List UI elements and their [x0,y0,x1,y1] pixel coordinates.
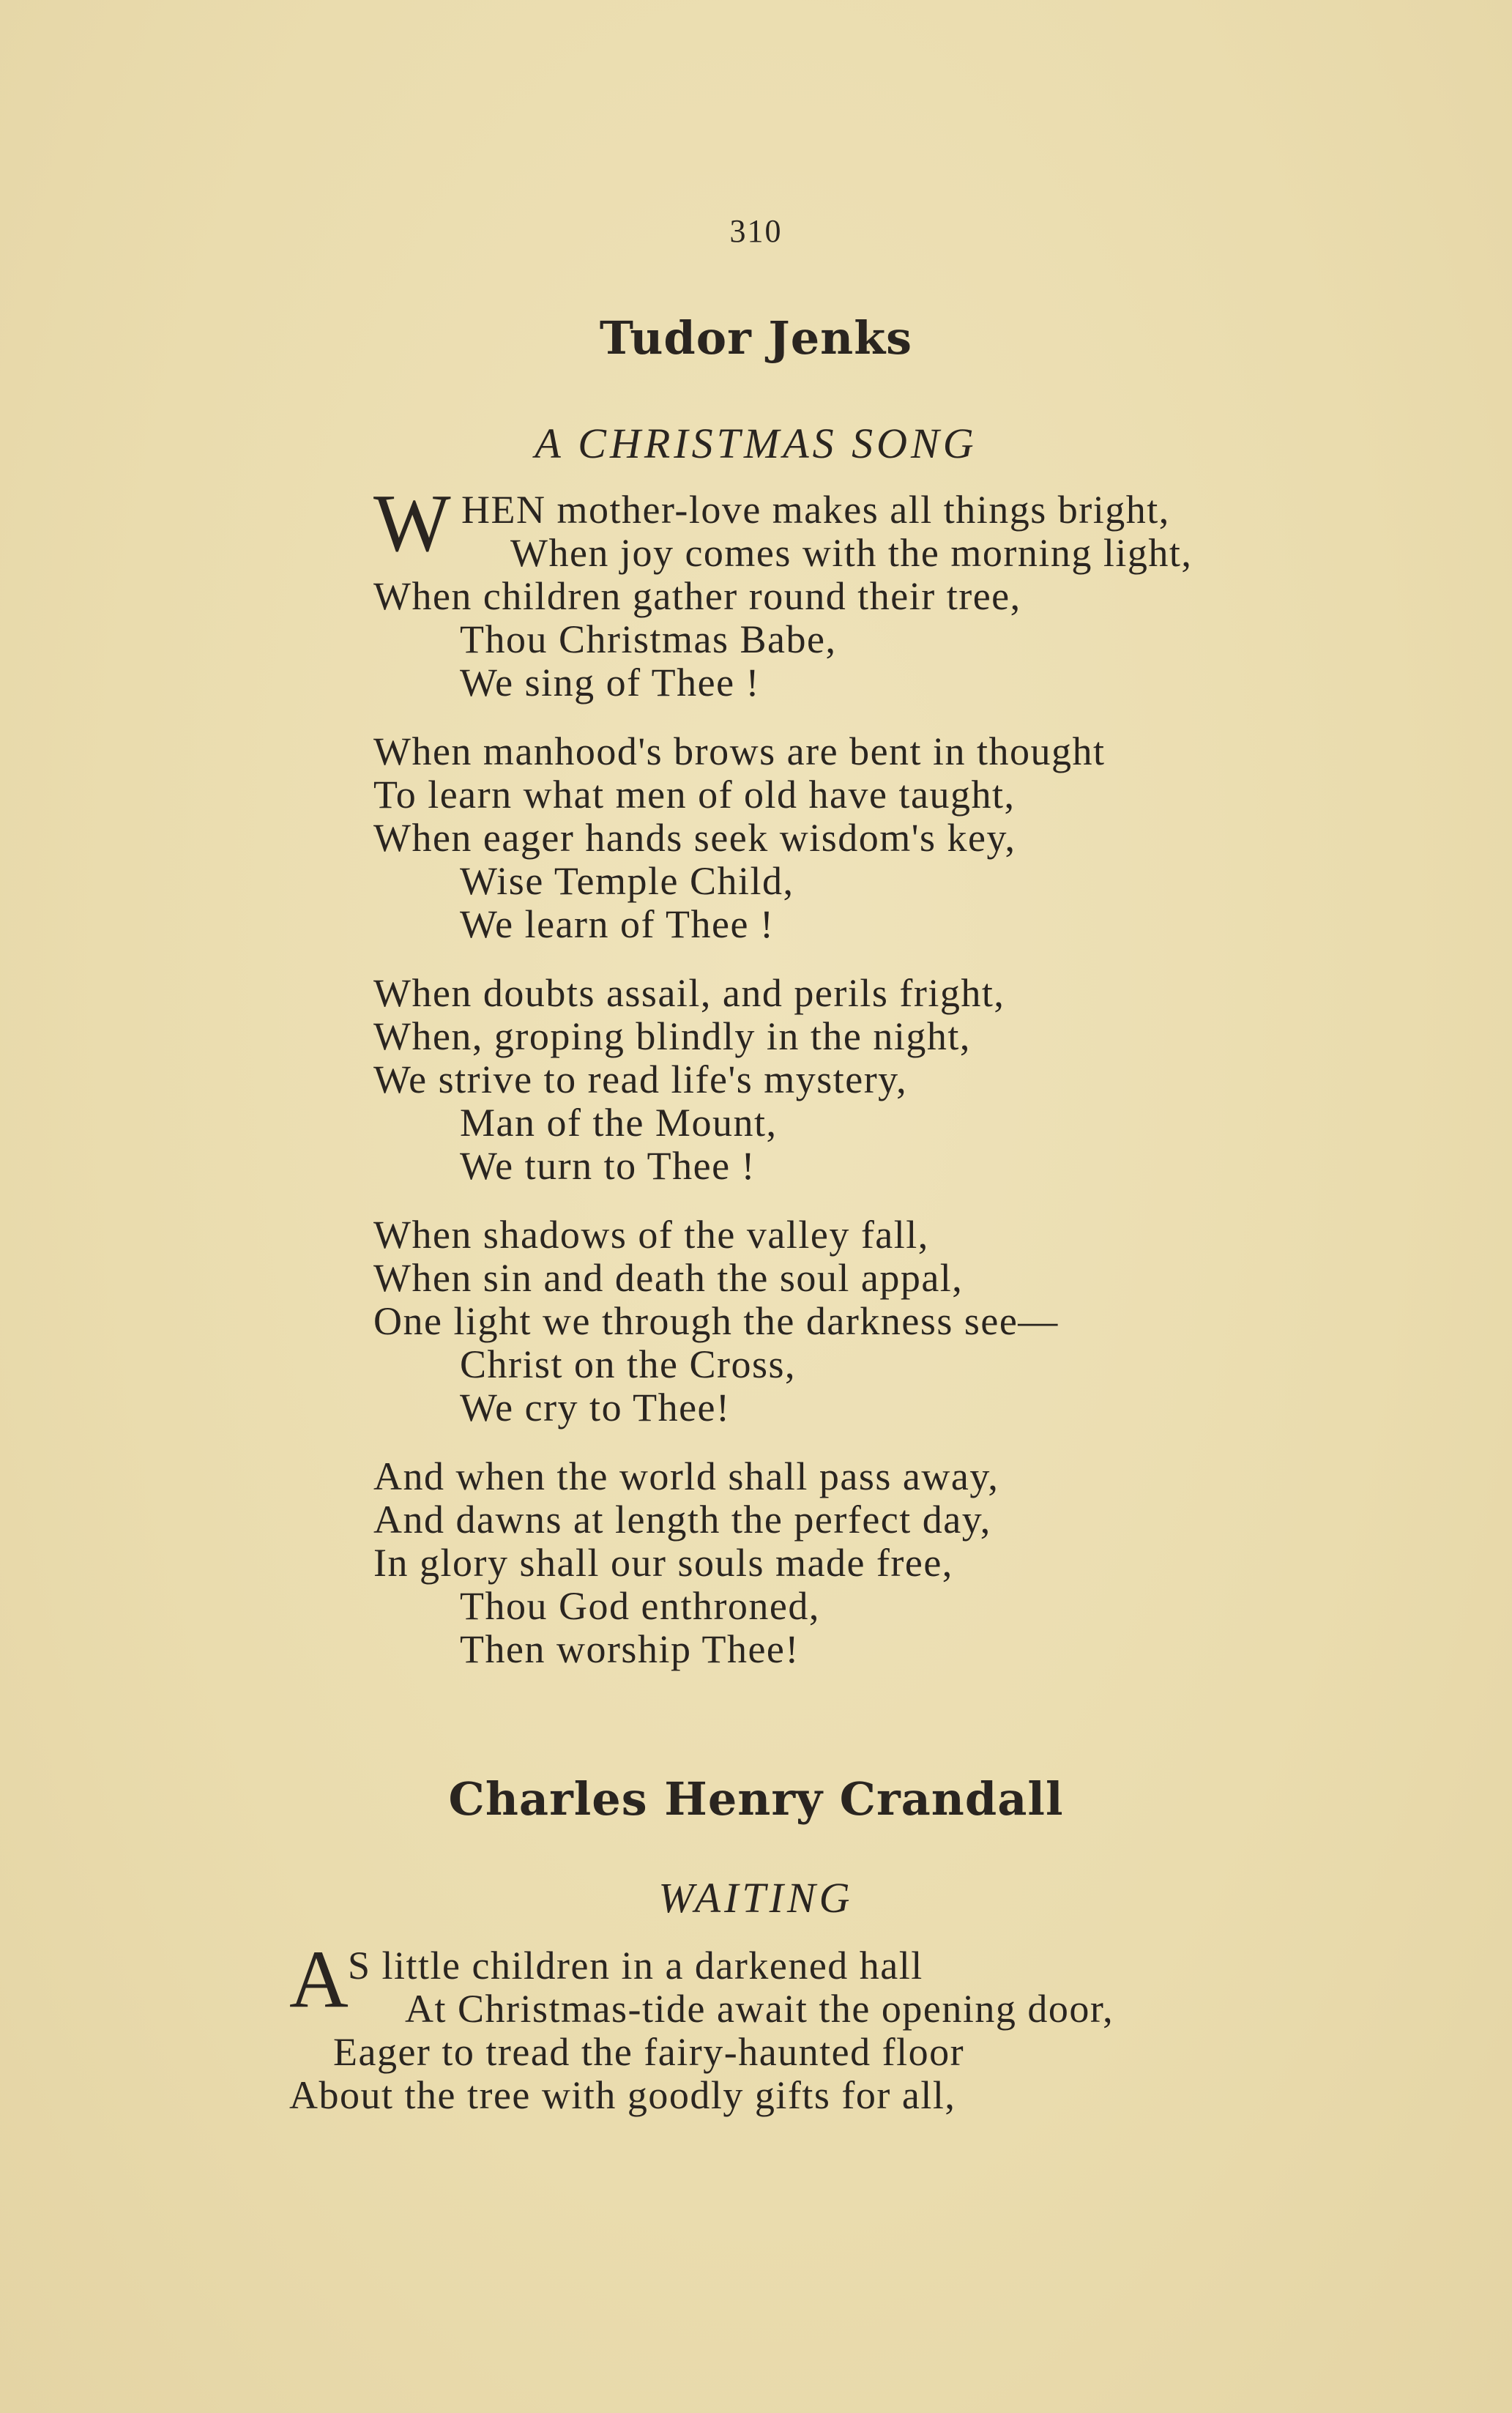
poem-line: Man of the Mount, [460,1101,778,1145]
author-heading: Tudor Jenks [599,311,913,365]
poem-line: We sing of Thee ! [460,661,761,704]
poem-line: When children gather round their tree, [373,574,1021,618]
poem-line: Christ on the Cross, [460,1342,797,1386]
poem-line: We cry to Thee! [460,1386,731,1429]
poem-line: When, groping blindly in the night, [373,1014,971,1058]
page-number: 310 [729,213,783,249]
poem-line: When eager hands seek wisdom's key, [373,816,1016,860]
stanza-gap [373,1429,1192,1455]
poem-line: Eager to tread the fairy-haunted floor [333,2030,965,2074]
poem-line: Then worship Thee! [460,1627,800,1671]
poem-line: We learn of Thee ! [460,902,775,946]
poem-line: In glory shall our souls made free, [373,1541,953,1585]
poem-line: To learn what men of old have taught, [373,773,1016,817]
poem-line: One light we through the darkness see— [373,1299,1059,1343]
poem-line: At Christmas-tide await the opening door, [405,1987,1114,2031]
poem-title: A CHRISTMAS SONG [535,420,977,467]
poem-line: HEN mother-love makes all things bright, [461,488,1170,532]
dropcap: A [289,1934,350,2025]
poem-line: When doubts assail, and perils fright, [373,971,1005,1015]
poem-body [373,478,1193,1671]
poem-line: Wise Temple Child, [460,859,794,903]
stanza-gap [373,1188,1192,1213]
poem-line: About the tree with goodly gifts for all, [289,2073,956,2117]
poem-line: When joy comes with the morning light, [510,531,1193,575]
poem-line: We turn to Thee ! [460,1144,756,1188]
poem-line: When sin and death the soul appal, [373,1256,964,1300]
poem-line: Thou Christmas Babe, [460,617,837,661]
poem-line: When manhood's brows are bent in thought [373,729,1106,773]
poem-line: And dawns at length the perfect day, [373,1498,991,1542]
dropcap: W [373,478,453,569]
poem-body [289,1934,1114,2117]
poem-line: S little children in a darkened hall [348,1944,923,1988]
poem-line: Thou God enthroned, [460,1584,820,1628]
stanza-gap [373,704,1192,730]
poem-line: And when the world shall pass away, [373,1454,999,1498]
poem-line: We strive to read life's mystery, [373,1057,908,1101]
poem-title: WAITING [658,1874,854,1922]
author-heading: Charles Henry Crandall [448,1772,1064,1826]
stanza-gap [373,946,1192,972]
poem-line: When shadows of the valley fall, [373,1213,929,1257]
